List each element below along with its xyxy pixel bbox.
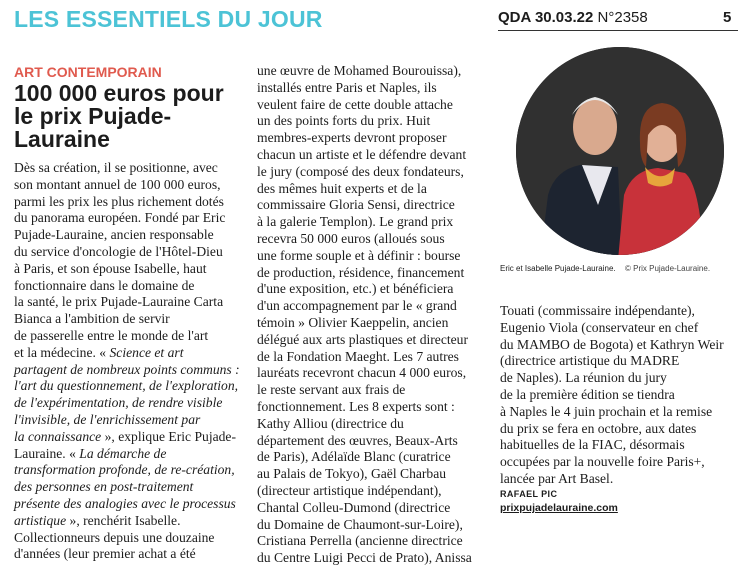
article-line: d'un accompagnement par le « grand bbox=[257, 298, 457, 314]
article-line bbox=[14, 496, 246, 513]
article-line: un des points forts du prix. Huit bbox=[257, 113, 431, 129]
header-divider bbox=[498, 30, 738, 31]
line-text: Dès sa création, il se positionne, avec bbox=[14, 160, 218, 175]
article-line: membres-experts devront proposer bbox=[257, 130, 447, 146]
line-text: La démarche de bbox=[79, 445, 167, 461]
article-line: commissaire Gloria Sensi, directrice bbox=[257, 197, 455, 213]
line-text: », renchérit Isabelle. bbox=[66, 512, 181, 528]
article-column-2 bbox=[257, 63, 487, 567]
article-line bbox=[14, 227, 246, 244]
article-line: veulent faire de cette double attache bbox=[257, 96, 453, 112]
line-text: parmi les prix les plus richement dotés bbox=[14, 193, 224, 209]
article-line: Eugenio Viola (conservateur en chef bbox=[500, 319, 699, 335]
article-column-1 bbox=[14, 160, 246, 563]
article-line: de Naples). La réunion du jury bbox=[500, 370, 667, 386]
article-line: de la Fondation Maeght. Les 7 autres bbox=[257, 348, 459, 364]
publication-date: QDA 30.03.22 bbox=[498, 9, 594, 26]
article-line: du Domaine de Chaumont-sur-Loire), bbox=[257, 516, 463, 532]
line-text: des personnes en post-traitement bbox=[14, 479, 194, 495]
article-line bbox=[14, 546, 246, 563]
line-text: », explique Eric Pujade- bbox=[101, 428, 236, 444]
article-line bbox=[14, 362, 246, 379]
line-text: du service d'oncologie de l'Hôtel-Dieu bbox=[14, 243, 223, 259]
article-author: RAFAEL PIC bbox=[500, 489, 558, 499]
article-line bbox=[14, 328, 246, 345]
article-line: de production, résidence, financement bbox=[257, 264, 465, 280]
line-text: Science et art bbox=[109, 344, 184, 360]
line-text: Pujade-Lauraine, ancien responsable bbox=[14, 227, 214, 243]
article-line bbox=[14, 261, 246, 278]
line-text: l'art du questionnement, de l'exploration, bbox=[14, 378, 239, 394]
article-line bbox=[14, 210, 246, 227]
article-line: du prix se fera en octobre, aux dates bbox=[500, 420, 697, 436]
article-line: le reste servant aux frais de bbox=[257, 382, 406, 398]
article-line: recevra 50 000 euros (alloués sous bbox=[257, 230, 445, 246]
line-text: présente des analogies avec le processus bbox=[14, 495, 236, 511]
article-line: lancée par Art Basel. bbox=[500, 470, 614, 486]
article-line: le jury (composé des deux fondateurs, bbox=[257, 163, 464, 179]
article-line: délégué aux arts plastiques et directeur bbox=[257, 331, 468, 347]
article-line: (directrice artistique du MADRE bbox=[500, 353, 680, 369]
photo-caption: Eric et Isabelle Pujade-Lauraine. bbox=[500, 264, 616, 273]
article-line: témoin » Olivier Kaeppelin, ancien bbox=[257, 314, 449, 330]
article-line: lauréats recevront chacun 4 000 euros, bbox=[257, 365, 467, 381]
article-line bbox=[14, 294, 246, 311]
article-line bbox=[14, 462, 246, 479]
article-line: d'une exposition, etc.) et bénéficiera bbox=[257, 281, 454, 297]
issue-number: N°2358 bbox=[597, 9, 648, 26]
article-column-3 bbox=[500, 303, 738, 488]
prize-website-link[interactable]: prixpujadelauraine.com bbox=[500, 502, 618, 514]
article-line: au Palais de Tokyo), Gaël Charbau bbox=[257, 466, 447, 482]
line-text: Collectionneurs depuis une douzaine bbox=[14, 529, 215, 545]
article-line: à la galerie Templon). Le grand prix bbox=[257, 214, 454, 230]
article-line bbox=[14, 160, 246, 177]
line-text: la santé, le prix Pujade-Lauraine Carta bbox=[14, 294, 224, 310]
line-text: partagent de nombreux points communs : bbox=[14, 361, 240, 377]
line-text: la connaissance bbox=[14, 428, 102, 444]
article-line: du Centre Luigi Pecci de Prato), Anissa bbox=[257, 550, 472, 566]
article-rubric: ART CONTEMPORAIN bbox=[14, 64, 162, 80]
article-line bbox=[14, 530, 246, 547]
photo-credit: © Prix Pujade-Lauraine. bbox=[625, 264, 711, 273]
article-line: une forme souple et à définir : bourse bbox=[257, 247, 461, 263]
line-text: Lauraine. « bbox=[14, 445, 80, 461]
article-line: à Naples le 4 juin prochain et la remise bbox=[500, 403, 713, 419]
article-line: des mêmes huit experts et de la bbox=[257, 180, 427, 196]
line-text: l'invisible, de l'enrichissement par bbox=[14, 411, 201, 427]
article-line bbox=[14, 278, 246, 295]
article-line bbox=[14, 244, 246, 261]
line-text: fonctionnaire dans le domaine de bbox=[14, 277, 195, 293]
article-line: (directeur artistique indépendant), bbox=[257, 482, 442, 498]
article-line bbox=[14, 177, 246, 194]
article-line: Kathy Alliou (directrice du bbox=[257, 415, 404, 431]
article-line: du MAMBO de Bogota) et Kathryn Weir bbox=[500, 336, 724, 352]
article-line bbox=[14, 513, 246, 530]
article-line bbox=[14, 446, 246, 463]
page-number: 5 bbox=[723, 9, 732, 26]
line-text: artistique bbox=[14, 512, 67, 528]
article-line: chacun un artiste et le défendre devant bbox=[257, 146, 467, 162]
article-line bbox=[14, 429, 246, 446]
article-line bbox=[14, 194, 246, 211]
article-line: installés entre Paris et Naples, ils bbox=[257, 79, 437, 95]
article-line: Cristiana Perrella (ancienne directrice bbox=[257, 533, 463, 549]
line-text: transformation profonde, de re-création, bbox=[14, 462, 235, 478]
article-line bbox=[14, 412, 246, 429]
issue-info bbox=[498, 9, 648, 26]
article-line bbox=[14, 345, 246, 362]
article-line bbox=[14, 311, 246, 328]
article-line: Chantal Colleu-Dumond (directrice bbox=[257, 499, 451, 515]
line-text: Bianca a l'ambition de servir bbox=[14, 311, 170, 327]
article-line: fonctionnement. Les 8 experts sont : bbox=[257, 398, 455, 414]
article-line: une œuvre de Mohamed Bourouissa), bbox=[257, 63, 462, 78]
article-headline: 100 000 euros pour le prix Pujade-Lauraine bbox=[14, 80, 224, 152]
article-line: Touati (commissaire indépendante), bbox=[500, 303, 695, 318]
line-text: d'années (leur premier achat a été bbox=[14, 546, 196, 562]
article-line: de la première édition se tiendra bbox=[500, 386, 675, 402]
article-line: occupées par la nouvelle foire Paris+, bbox=[500, 454, 705, 470]
line-text: de l'expérimentation, de rendre visible bbox=[14, 395, 223, 411]
section-title: LES ESSENTIELS DU JOUR bbox=[14, 6, 323, 32]
article-line bbox=[14, 479, 246, 496]
line-text: de passerelle entre le monde de l'art bbox=[14, 327, 209, 343]
article-line: département des œuvres, Beaux-Arts bbox=[257, 432, 458, 448]
line-text: son montant annuel de 100 000 euros, bbox=[14, 176, 221, 192]
line-text: du panorama européen. Fondé par Eric bbox=[14, 210, 226, 226]
line-text: et la médecine. « bbox=[14, 344, 110, 360]
article-line bbox=[14, 395, 246, 412]
line-text: à Paris, et son épouse Isabelle, haut bbox=[14, 260, 207, 276]
founders-photo bbox=[500, 45, 738, 260]
article-line: habituelles de la FIAC, désormais bbox=[500, 437, 685, 453]
article-line: de Paris), Adélaïde Blanc (curatrice bbox=[257, 449, 451, 465]
article-line bbox=[14, 378, 246, 395]
